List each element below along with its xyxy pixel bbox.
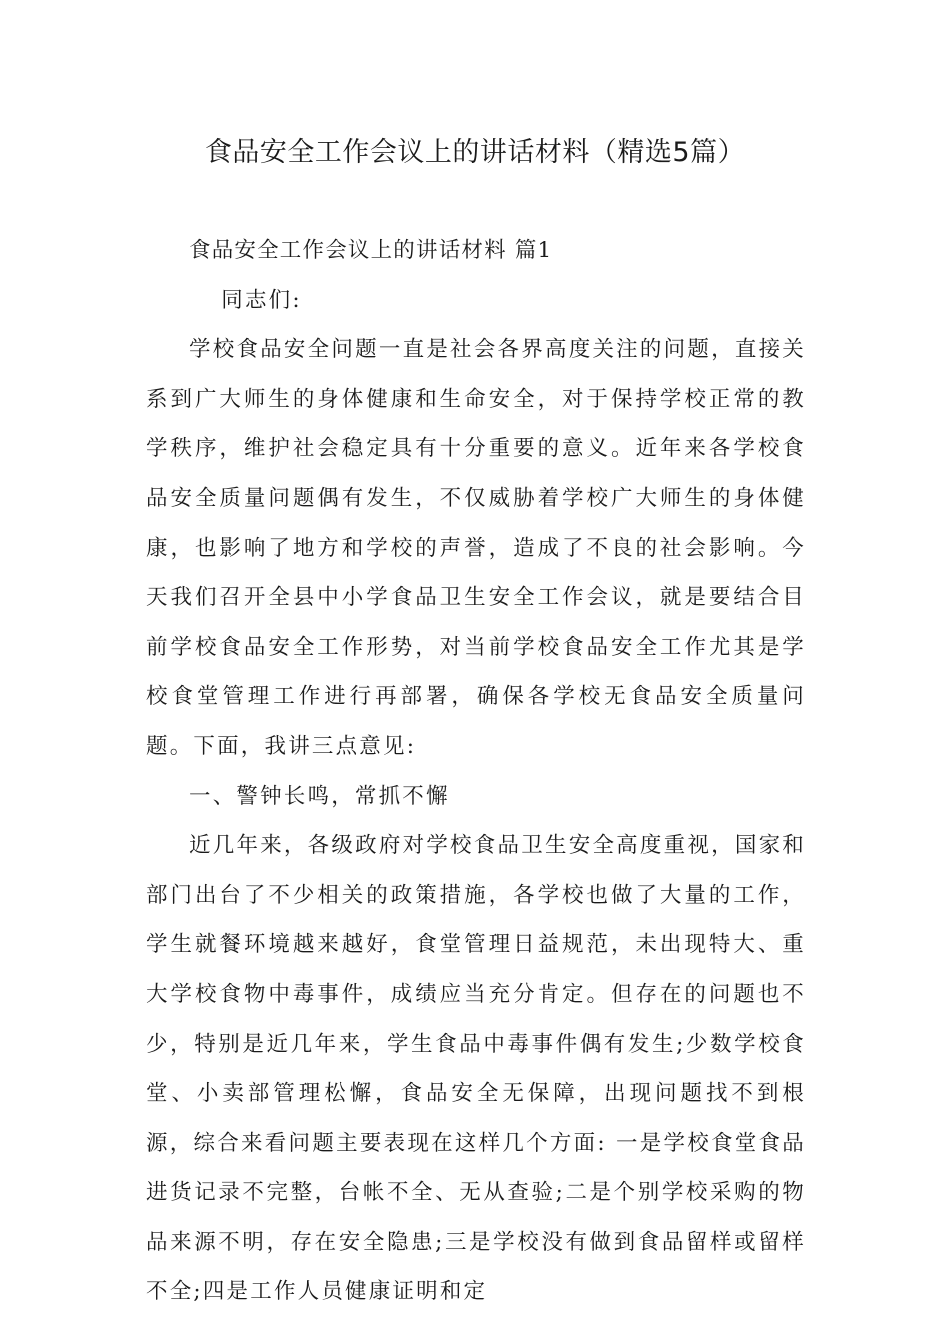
paragraph-intro: 学校食品安全问题一直是社会各界高度关注的问题，直接关系到广大师生的身体健康和生命安全，对于保持学校正常的教学秩序，维护社会稳定具有十分重要的意义。近年来各学校食品安全质量问题偶有发生，不仅威胁着学校广大师生的身体健康，也影响了地方和学校的声誉，造成了不良的社会影响。今天我们召开全县中小学食品卫生安全工作会议，就是要结合目前学校食品安全工作形势，对当前学校食品安全工作尤其是学校食堂管理工作进行再部署，确保各学校无食品安全质量问题。下面，我讲三点意见:: [146, 337, 806, 759]
section-subtitle: 食品安全工作会议上的讲话材料 篇1: [189, 238, 553, 263]
document-body: [146, 226, 806, 1317]
section-heading-1: 一、警钟长鸣，常抓不懈: [189, 783, 450, 809]
salutation: 同志们:: [221, 287, 302, 313]
document-title: 食品安全工作会议上的讲话材料（精选5篇）: [204, 137, 746, 168]
paragraph-section-1: 近几年来，各级政府对学校食品卫生安全高度重视，国家和部门出台了不少相关的政策措施，各学校也做了大量的工作，学生就餐环境越来越好，食堂管理日益规范，未出现特大、重大学校食物中毒事件，成绩应当充分肯定。但存在的问题也不少，特别是近几年来，学生食品中毒事件偶有发生;少数学校食堂、小卖部管理松懈，食品安全无保障，出现问题找不到根源，综合来看问题主要表现在这样几个方面: 一是学校食堂食品进货记录不完整，台帐不全、无从查验;二是个别学校采购的物品来源不明，存在安全隐患;三是学校没有做到食品留样或留样不全;四是工作人员健康证明和定: [146, 833, 806, 1305]
